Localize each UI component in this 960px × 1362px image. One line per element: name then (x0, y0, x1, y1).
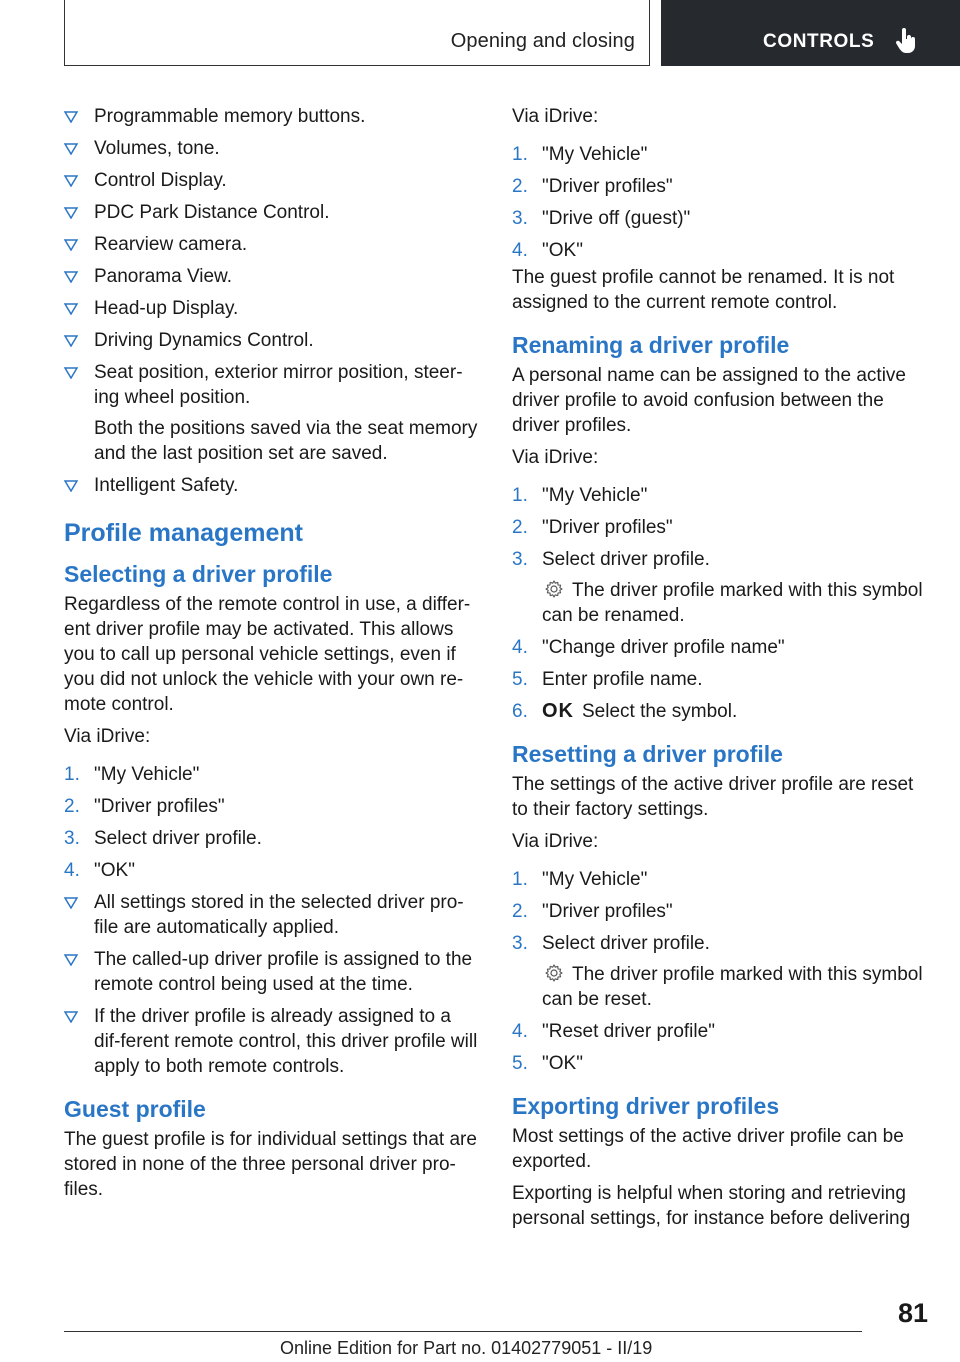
step-item (512, 174, 932, 199)
step-item (64, 762, 482, 787)
heading-guest-profile: Guest profile (64, 1096, 206, 1122)
list-item (64, 473, 482, 498)
step-number: 5. (512, 669, 528, 690)
list-item (64, 947, 482, 997)
step-number: 1. (512, 869, 528, 890)
step-item (512, 483, 932, 508)
list-item (64, 200, 482, 225)
paragraph: Exporting is helpful when storing and retrieving personal settings, for instance before delivering (512, 1183, 911, 1229)
step-item (512, 142, 932, 167)
step-note-text: The driver profile marked with this symbol can be renamed. (542, 580, 923, 626)
header-section-title: Opening and closing (450, 30, 635, 52)
footer-edition: Online Edition for Part no. 01402779051 - II/19 (280, 1338, 653, 1358)
step-item (512, 867, 932, 892)
step-text: "OK" (94, 860, 135, 881)
step-item (512, 238, 932, 263)
bullet-text: Panorama View. (94, 266, 233, 287)
list-item (64, 168, 482, 193)
step-item (512, 635, 932, 660)
step-number: 2. (512, 901, 528, 922)
step-text: Enter profile name. (542, 669, 703, 690)
list-item (64, 328, 482, 353)
step-text: "Driver profiles" (542, 176, 673, 197)
step-number: 3. (512, 549, 528, 570)
bullet-text: Seat position, exterior mirror position, steer-ing wheel position. (94, 362, 463, 408)
step-number: 2. (512, 517, 528, 538)
list-item (64, 232, 482, 257)
step-item (512, 547, 932, 628)
step-text: "Driver profiles" (94, 796, 225, 817)
step-number: 3. (512, 208, 528, 229)
bullet-text: All settings stored in the selected driver pro-file are automatically applied. (94, 892, 464, 938)
triangle-bullet-icon (64, 271, 78, 283)
step-text: "Reset driver profile" (542, 1021, 715, 1042)
triangle-bullet-icon (64, 367, 78, 379)
list-item (64, 1004, 482, 1079)
triangle-bullet-icon (64, 175, 78, 187)
heading-exporting-driver-profiles: Exporting driver profiles (512, 1093, 780, 1119)
step-number: 6. (512, 701, 528, 722)
step-text: Select driver profile. (542, 549, 710, 570)
bullet-text: Intelligent Safety. (94, 475, 239, 496)
bullet-text: PDC Park Distance Control. (94, 202, 330, 223)
heading-renaming-driver-profile: Renaming a driver profile (512, 332, 790, 358)
step-number: 4. (512, 240, 528, 261)
bullet-text: The called-up driver profile is assigned to the remote control being used at the time. (94, 949, 473, 995)
list-item (64, 360, 482, 466)
step-text: Select driver profile. (542, 933, 710, 954)
step-item (512, 899, 932, 924)
list-item (64, 104, 482, 129)
header-chapter-title: CONTROLS (763, 31, 875, 52)
step-text: "My Vehicle" (94, 764, 200, 785)
footer-divider (64, 1331, 862, 1332)
triangle-bullet-icon (64, 303, 78, 315)
bullet-text: Volumes, tone. (94, 138, 220, 159)
triangle-bullet-icon (64, 335, 78, 347)
step-text: "Drive off (guest)" (542, 208, 691, 229)
bullet-text: Rearview camera. (94, 234, 248, 255)
triangle-bullet-icon (64, 954, 78, 966)
bullet-text: Driving Dynamics Control. (94, 330, 314, 351)
paragraph: The settings of the active driver profile are reset to their factory settings. (512, 774, 914, 820)
step-item (512, 515, 932, 540)
step-item (512, 667, 932, 692)
step-text: "OK" (542, 1053, 583, 1074)
step-number: 2. (64, 796, 80, 817)
step-text: "Driver profiles" (542, 517, 673, 538)
step-text: Select driver profile. (94, 828, 262, 849)
triangle-bullet-icon (64, 111, 78, 123)
via-idrive-label: Via iDrive: (512, 447, 599, 468)
step-number: 4. (64, 860, 80, 881)
paragraph: Most settings of the active driver profile can be exported. (512, 1126, 904, 1172)
step-number: 5. (512, 1053, 528, 1074)
step-note-text: The driver profile marked with this symbol can be reset. (542, 964, 923, 1010)
triangle-bullet-icon (64, 239, 78, 251)
list-item (64, 136, 482, 161)
gear-icon (544, 579, 564, 599)
step-text: "Change driver profile name" (542, 637, 785, 658)
bullet-text: If the driver profile is already assigned to a dif-ferent remote control, this driver profile will apply to both remote controls. (94, 1006, 478, 1077)
list-item (64, 890, 482, 940)
step-text: "My Vehicle" (542, 485, 648, 506)
ok-symbol-icon: OK (542, 700, 574, 722)
step-text: "OK" (542, 240, 583, 261)
via-idrive-label: Via iDrive: (512, 106, 599, 127)
header-section-box (64, 0, 650, 66)
header-chapter-tab (661, 0, 960, 66)
step-number: 3. (64, 828, 80, 849)
step-text: "My Vehicle" (542, 144, 648, 165)
gear-icon (544, 963, 564, 983)
bullet-text: Head-up Display. (94, 298, 239, 319)
step-number: 1. (512, 485, 528, 506)
paragraph: Regardless of the remote control in use, a differ-ent driver profile may be activated. This allows you to call up personal vehicle settings, even if you did not unlock the vehicle with your own re-mote control. (64, 594, 471, 715)
list-item (64, 264, 482, 289)
triangle-bullet-icon (64, 1011, 78, 1023)
step-number: 4. (512, 1021, 528, 1042)
via-idrive-label: Via iDrive: (512, 831, 599, 852)
left-column (64, 104, 482, 1209)
triangle-bullet-icon (64, 207, 78, 219)
heading-resetting-driver-profile: Resetting a driver profile (512, 741, 783, 767)
step-number: 1. (512, 144, 528, 165)
bullet-note: Both the positions saved via the seat memory and the last position set are saved. (94, 418, 478, 464)
step-text: Select the symbol. (582, 701, 738, 722)
step-item (64, 794, 482, 819)
bullet-text: Programmable memory buttons. (94, 106, 366, 127)
step-item (512, 206, 932, 231)
step-number: 3. (512, 933, 528, 954)
list-item (64, 296, 482, 321)
paragraph: The guest profile is for individual settings that are stored in none of the three personal driver pro-files. (64, 1129, 477, 1200)
heading-profile-management: Profile management (64, 519, 303, 547)
triangle-bullet-icon (64, 143, 78, 155)
step-number: 4. (512, 637, 528, 658)
step-text: "My Vehicle" (542, 869, 648, 890)
triangle-bullet-icon (64, 480, 78, 492)
step-text: "Driver profiles" (542, 901, 673, 922)
step-item (512, 699, 932, 724)
paragraph: A personal name can be assigned to the active driver profile to avoid confusion between the driver profiles. (512, 365, 906, 436)
step-note (542, 962, 932, 1012)
hand-pointer-icon (895, 28, 919, 54)
step-item (64, 858, 482, 883)
right-column (512, 104, 932, 1238)
triangle-bullet-icon (64, 897, 78, 909)
bullet-text: Control Display. (94, 170, 227, 191)
step-item (64, 826, 482, 851)
step-item (512, 931, 932, 1012)
heading-selecting-driver-profile: Selecting a driver profile (64, 561, 333, 587)
step-number: 2. (512, 176, 528, 197)
step-item (512, 1051, 932, 1076)
step-number: 1. (64, 764, 80, 785)
step-note (542, 578, 932, 628)
step-item (512, 1019, 932, 1044)
page-number: 81 (898, 1298, 929, 1328)
paragraph: The guest profile cannot be renamed. It is not assigned to the current remote control. (512, 267, 895, 313)
via-idrive-label: Via iDrive: (64, 726, 151, 747)
